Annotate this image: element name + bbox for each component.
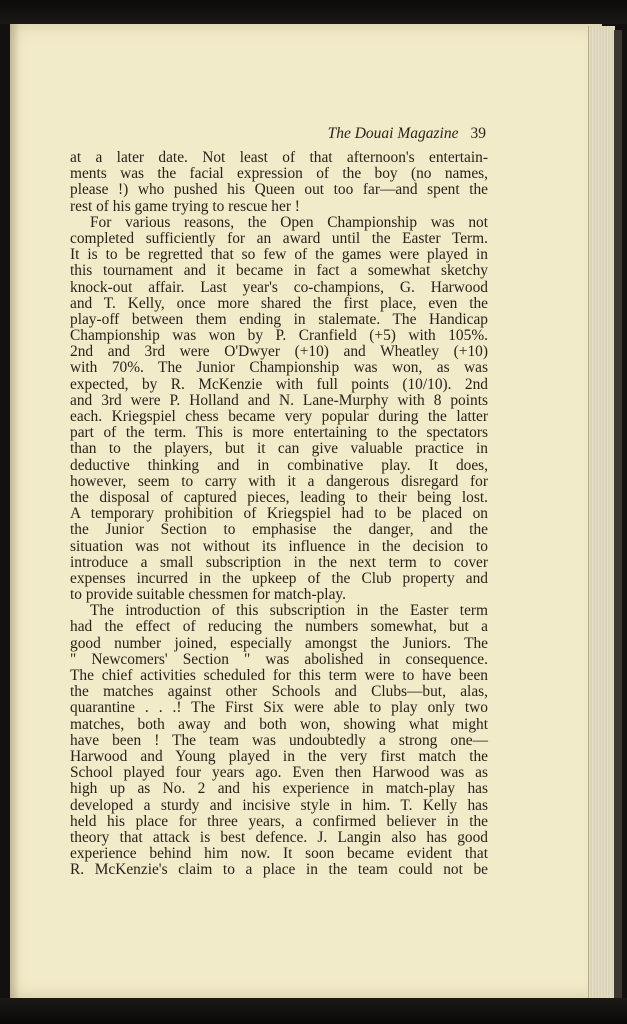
- text-line: R. McKenzie's claim to a place in the team could not be: [70, 861, 488, 879]
- text-line: It is to be regretted that so few of the games were played in: [70, 246, 488, 264]
- text-line: experience behind him now. It soon became evident that: [70, 845, 488, 863]
- text-line: and T. Kelly, once more shared the first place, even the: [70, 294, 488, 312]
- text-line: " Newcomers' Section " was abolished in consequence.: [70, 650, 488, 668]
- text-line: deductive thinking and in combinative play. It does,: [70, 456, 488, 474]
- body-text: [70, 150, 488, 878]
- text-line: The introduction of this subscription in the Easter term: [90, 602, 488, 620]
- text-line: held his place for three years, a confirmed believer in the: [70, 812, 488, 830]
- text-line: play-off between them ending in stalemate. The Handicap: [70, 310, 488, 328]
- text-line: had the effect of reducing the numbers somewhat, but a: [70, 618, 488, 636]
- text-line: expected, by R. McKenzie with full points (10/10). 2nd: [70, 375, 488, 393]
- text-line: Harwood and Young played in the very first match the: [70, 747, 488, 765]
- scan-background-top: [0, 0, 627, 24]
- text-line: have been ! The team was undoubtedly a strong one—: [70, 731, 488, 749]
- text-line: good number joined, especially amongst the Juniors. The: [70, 634, 488, 652]
- text-line: developed a sturdy and incisive style in him. T. Kelly has: [70, 796, 488, 814]
- text-line: completed sufficiently for an award until the Easter Term.: [70, 229, 488, 247]
- text-line: Championship was won by P. Cranfield (+5) with 105%.: [70, 327, 488, 345]
- text-line: the disposal of captured pieces, leading to their being lost.: [70, 488, 488, 506]
- text-line: this tournament and it became in fact a somewhat sketchy: [70, 262, 488, 280]
- text-line: For various reasons, the Open Championship was not: [90, 213, 488, 231]
- text-line: the Junior Section to emphasise the danger, and the: [70, 521, 488, 539]
- text-line: please !) who pushed his Queen out too far—and spent the: [70, 181, 488, 199]
- text-line: situation was not without its influence in the decision to: [70, 537, 488, 555]
- text-line: matches, both away and both won, showing what might: [70, 715, 488, 733]
- text-line: expenses incurred in the upkeep of the Club property and: [70, 569, 488, 587]
- text-line: however, seem to carry with it a dangerous disregard for: [70, 472, 488, 490]
- text-line: theory that attack is best defence. J. Langin also has good: [70, 828, 488, 846]
- gutter-shadow: [10, 24, 20, 998]
- text-line: high up as No. 2 and his experience in match-play has: [70, 780, 488, 798]
- text-line: the matches against other Schools and Clubs—but, alas,: [70, 683, 488, 701]
- text-line: The chief activities scheduled for this term were to have been: [70, 667, 488, 684]
- text-line: introduce a small subscription in the next term to cover: [70, 553, 488, 571]
- page-block-edge: [588, 26, 615, 1004]
- text-line: part of the term. This is more entertaining to the spectators: [70, 424, 488, 442]
- text-line: 2nd and 3rd were O'Dwyer (+10) and Wheatley (+10): [70, 343, 488, 361]
- text-line: and 3rd were P. Holland and N. Lane-Murphy with 8 points: [70, 391, 488, 409]
- running-head: [300, 125, 486, 143]
- text-line: each. Kriegspiel chess became very popular during the latter: [70, 408, 488, 425]
- scan-background-bottom: [0, 998, 627, 1024]
- text-line: ments was the facial expression of the boy (no names,: [70, 165, 488, 183]
- text-line: with 70%. The Junior Championship was won, as was: [70, 359, 488, 377]
- text-line: to provide suitable chessmen for match-play.: [70, 586, 346, 604]
- text-line: than to the players, but it can give valuable practice in: [70, 440, 488, 458]
- book-cover-edge: [614, 30, 622, 1004]
- running-head-title: The Douai Magazine: [327, 125, 459, 142]
- text-line: School played four years ago. Even then Harwood was as: [70, 764, 488, 782]
- page-number: 39: [470, 125, 486, 142]
- text-line: rest of his game trying to rescue her !: [70, 197, 300, 215]
- text-line: knock-out affair. Last year's co-champions, G. Harwood: [70, 278, 488, 296]
- text-line: A temporary prohibition of Kriegspiel had to be placed on: [70, 505, 488, 523]
- text-line: at a later date. Not least of that afternoon's entertain-: [70, 149, 488, 166]
- text-line: quarantine . . .! The First Six were able to play only two: [70, 699, 488, 717]
